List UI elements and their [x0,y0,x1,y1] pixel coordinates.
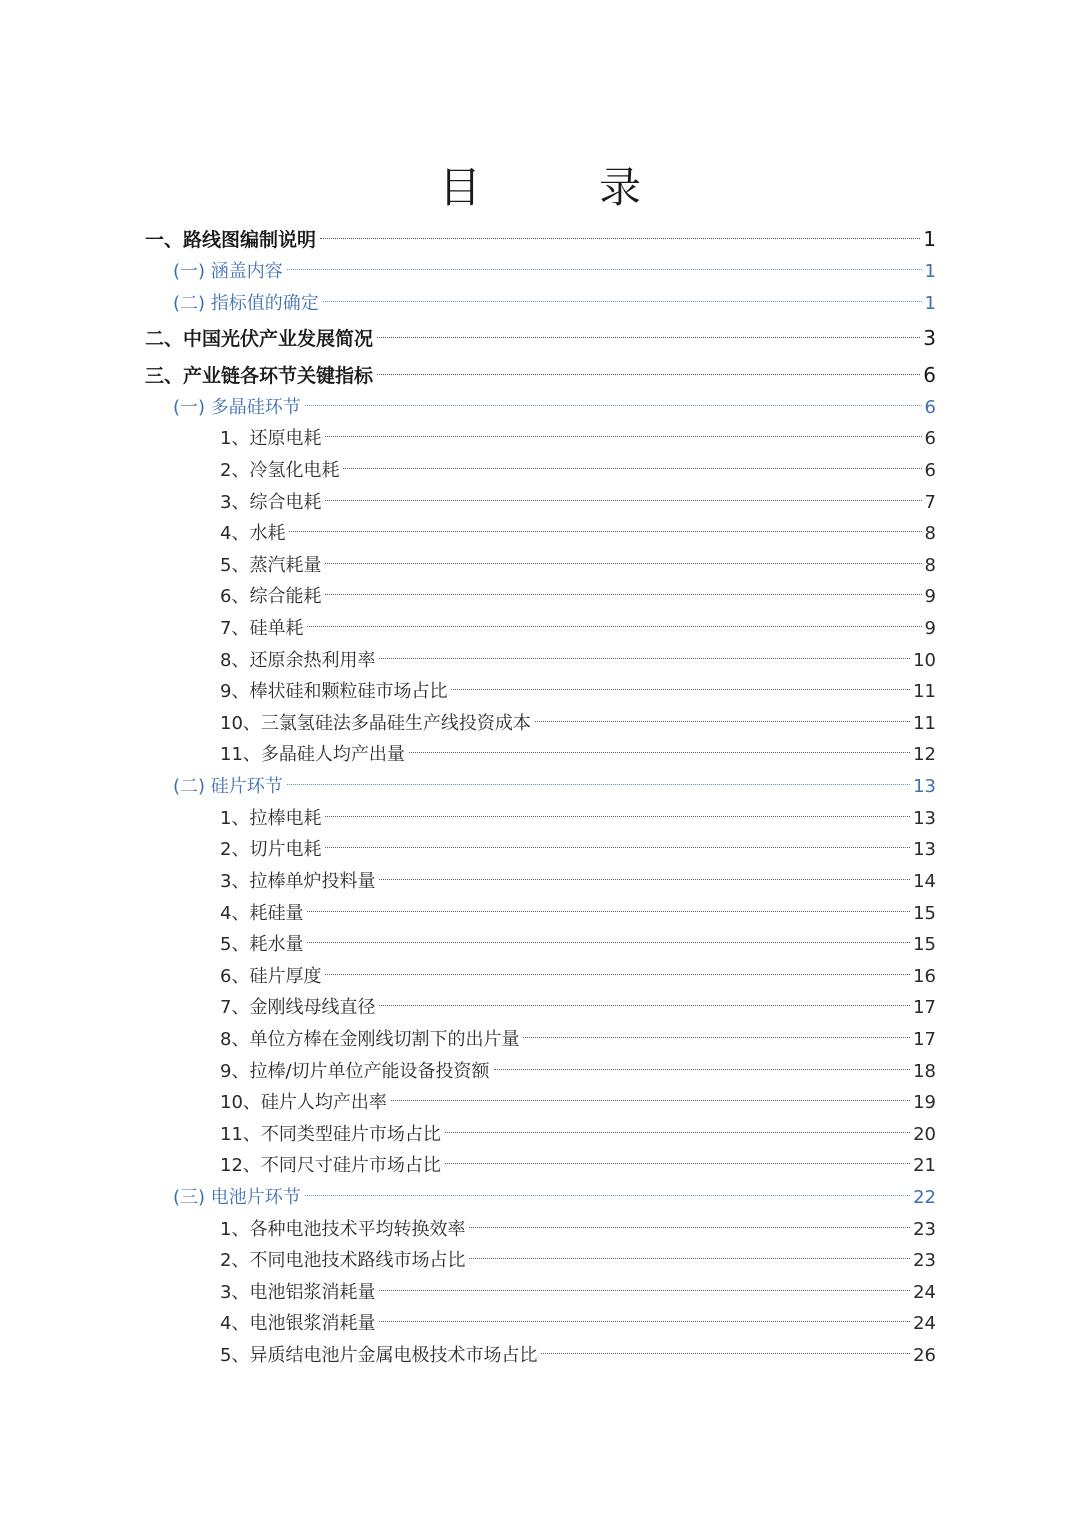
toc-entry-label: 5、耗水量 [220,934,304,955]
toc-entry-label: 1、拉棒电耗 [220,808,322,829]
toc-entry-page-number: 1 [924,293,936,314]
toc-entry[interactable] [220,834,936,866]
toc-entry-label: 三、产业链各环节关键指标 [145,365,374,387]
dot-leader [451,689,910,690]
toc-entry[interactable] [220,1056,936,1088]
toc-entry-label: 4、电池银浆消耗量 [220,1313,376,1334]
dot-leader [523,1037,910,1038]
dot-leader [379,1005,910,1006]
toc-entry-label: 2、切片电耗 [220,839,322,860]
toc-entry-label: 1、还原电耗 [220,428,322,449]
page-title: 目 录 [438,163,679,212]
toc-entry[interactable] [220,961,936,993]
toc-entry[interactable] [220,487,936,519]
toc-entry-page-number: 8 [924,555,936,576]
dot-leader [325,847,910,848]
toc-entry[interactable] [220,739,936,771]
toc-entry-page-number: 23 [913,1219,936,1240]
dot-leader [325,974,910,975]
toc-entry[interactable] [220,423,936,455]
toc-entry[interactable] [220,929,936,961]
dot-leader [325,594,921,595]
dot-leader [445,1132,910,1133]
toc-entry-label: (二) 硅片环节 [173,776,283,797]
dot-leader [541,1353,910,1354]
toc-entry-page-number: 12 [913,744,936,765]
toc-entry-page-number: 6 [924,428,936,449]
toc-entry-label: 9、拉棒/切片单位产能设备投资额 [220,1061,490,1082]
toc-entry[interactable] [145,223,936,255]
toc-entry-page-number: 11 [913,713,936,734]
dot-leader [535,721,910,722]
toc-entry[interactable] [220,550,936,582]
toc-entry-label: (一) 多晶硅环节 [173,397,301,418]
toc-entry-label: 5、异质结电池片金属电极技术市场占比 [220,1345,538,1366]
toc-entry[interactable] [220,1087,936,1119]
toc-entry-page-number: 7 [924,492,936,513]
toc-entry-label: (一) 涵盖内容 [173,261,283,282]
toc-entry-label: 5、蒸汽耗量 [220,555,322,576]
toc-entry-label: 12、不同尺寸硅片市场占比 [220,1155,441,1176]
dot-leader [377,374,920,375]
toc-entry[interactable] [220,1308,936,1340]
toc-entry[interactable] [220,581,936,613]
toc-entry-page-number: 6 [923,363,936,387]
toc-entry-page-number: 16 [913,966,936,987]
toc-entry-page-number: 8 [924,523,936,544]
toc-entry[interactable] [173,1182,936,1214]
dot-leader [325,563,921,564]
dot-leader [325,500,921,501]
toc-entry[interactable] [173,392,936,424]
dot-leader [379,879,910,880]
toc-entry-label: 10、三氯氢硅法多晶硅生产线投资成本 [220,713,531,734]
dot-leader [289,531,921,532]
toc-entry-page-number: 3 [923,326,936,350]
toc-entry-label: 11、不同类型硅片市场占比 [220,1124,441,1145]
toc-entry[interactable] [220,1277,936,1309]
toc-entry-label: (三) 电池片环节 [173,1187,301,1208]
dot-leader [379,658,910,659]
toc-entry[interactable] [220,1024,936,1056]
toc-entry[interactable] [220,866,936,898]
toc-entry-page-number: 20 [913,1124,936,1145]
toc-entry-label: 6、综合能耗 [220,586,322,607]
toc-entry-page-number: 24 [913,1282,936,1303]
toc-entry-page-number: 18 [913,1061,936,1082]
toc-entry[interactable] [220,1245,936,1277]
toc-entry[interactable] [220,1119,936,1151]
dot-leader [494,1069,911,1070]
toc-entry-page-number: 24 [913,1313,936,1334]
toc-entry-label: 3、电池铝浆消耗量 [220,1282,376,1303]
toc-entry-page-number: 11 [913,681,936,702]
toc-entry-page-number: 15 [913,903,936,924]
toc-entry-page-number: 23 [913,1250,936,1271]
dot-leader [325,816,910,817]
dot-leader [469,1227,910,1228]
toc-entry-page-number: 1 [923,227,936,251]
toc-entry[interactable] [220,676,936,708]
toc-entry[interactable] [220,613,936,645]
toc-entry[interactable] [220,708,936,740]
toc-entry-label: 8、还原余热利用率 [220,650,376,671]
toc-entry-page-number: 9 [924,586,936,607]
dot-leader [305,1195,910,1196]
toc-entry-page-number: 13 [913,808,936,829]
toc-entry[interactable] [173,288,936,320]
dot-leader [445,1163,910,1164]
toc-entry[interactable] [145,322,936,354]
toc-entry-page-number: 26 [913,1345,936,1366]
dot-leader [323,301,922,302]
toc-entry[interactable] [220,1150,936,1182]
dot-leader [379,1321,910,1322]
toc-entry-label: 11、多晶硅人均产出量 [220,744,405,765]
toc-entry-label: 2、冷氢化电耗 [220,460,340,481]
toc-entry[interactable] [220,518,936,550]
dot-leader [305,405,922,406]
toc-entry-page-number: 13 [913,839,936,860]
toc-entry-label: 4、耗硅量 [220,903,304,924]
toc-entry-page-number: 17 [913,997,936,1018]
toc-entry-label: 6、硅片厚度 [220,966,322,987]
toc-entry-page-number: 10 [913,650,936,671]
toc-entry[interactable] [220,455,936,487]
toc-entry[interactable] [220,645,936,677]
dot-leader [320,238,920,239]
toc-entry-label: 2、不同电池技术路线市场占比 [220,1250,466,1271]
toc-entry-label: 1、各种电池技术平均转换效率 [220,1219,466,1240]
toc-entry-label: 3、拉棒单炉投料量 [220,871,376,892]
toc-entry-label: 4、水耗 [220,523,286,544]
dot-leader [379,1290,910,1291]
toc-entry-label: 8、单位方棒在金刚线切割下的出片量 [220,1029,520,1050]
dot-leader [469,1258,910,1259]
dot-leader [287,784,910,785]
toc-entry[interactable] [220,1214,936,1246]
toc-entry-page-number: 1 [924,261,936,282]
dot-leader [307,942,910,943]
dot-leader [343,468,921,469]
dot-leader [409,752,910,753]
toc-entry-page-number: 22 [913,1187,936,1208]
toc-entry-label: 二、中国光伏产业发展简况 [145,328,374,350]
toc-entry-page-number: 13 [913,776,936,797]
toc-entry[interactable] [220,992,936,1024]
toc-entry-page-number: 17 [913,1029,936,1050]
dot-leader [287,269,922,270]
toc-entry[interactable] [220,803,936,835]
toc-entry-label: 10、硅片人均产出率 [220,1092,387,1113]
toc-entry-label: 7、硅单耗 [220,618,304,639]
toc-entry-page-number: 6 [924,460,936,481]
toc-entry[interactable] [220,898,936,930]
toc-entry-label: 一、路线图编制说明 [145,229,317,251]
dot-leader [377,337,920,338]
dot-leader [307,911,910,912]
toc-entry-label: 9、棒状硅和颗粒硅市场占比 [220,681,448,702]
toc-entry-page-number: 6 [924,397,936,418]
toc-entry[interactable] [173,771,936,803]
toc-entry[interactable] [173,256,936,288]
toc-entry-page-number: 9 [924,618,936,639]
dot-leader [307,626,921,627]
toc-entry-label: 3、综合电耗 [220,492,322,513]
toc-entry-label: 7、金刚线母线直径 [220,997,376,1018]
dot-leader [325,436,921,437]
dot-leader [391,1100,910,1101]
toc-entry-page-number: 15 [913,934,936,955]
toc-entry-page-number: 19 [913,1092,936,1113]
toc-entry-label: (二) 指标值的确定 [173,293,319,314]
toc-entry-page-number: 14 [913,871,936,892]
toc-entry[interactable] [145,359,936,391]
toc-entry[interactable] [220,1340,936,1372]
toc-entry-page-number: 21 [913,1155,936,1176]
